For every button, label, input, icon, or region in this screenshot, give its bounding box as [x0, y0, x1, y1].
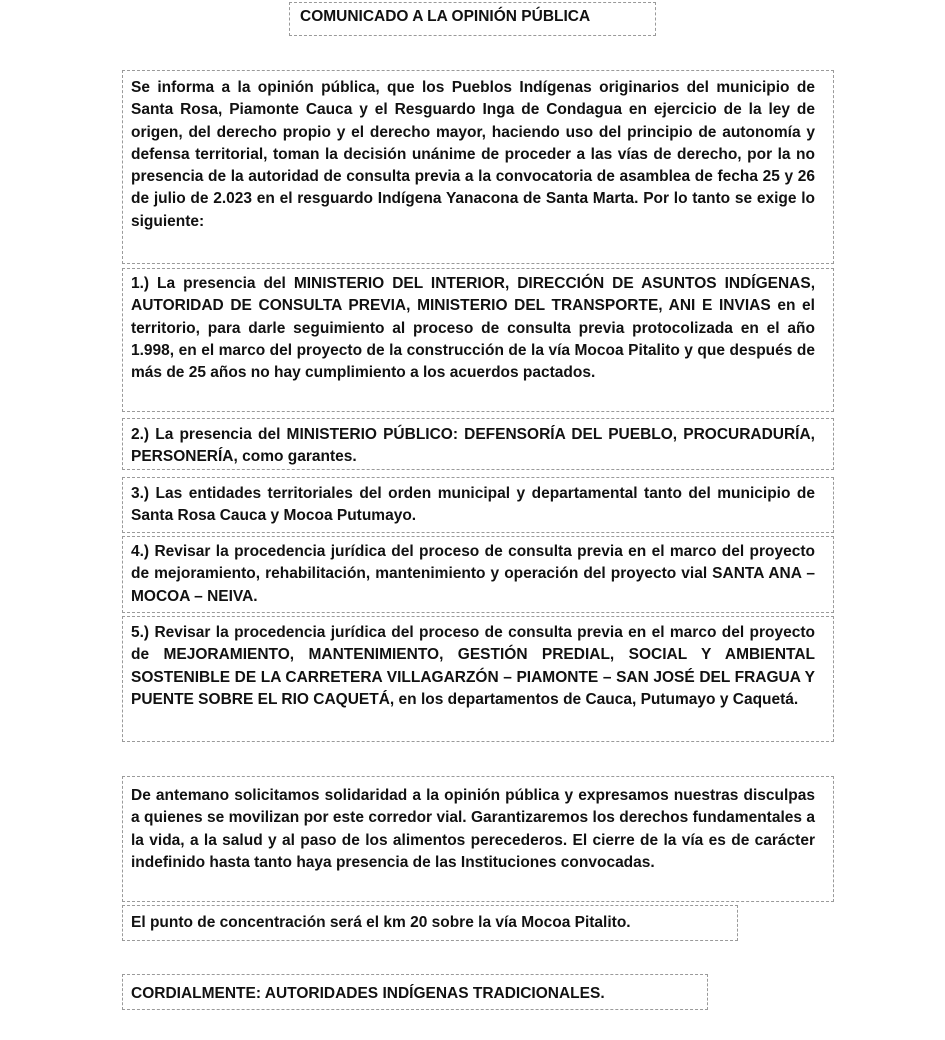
concentration-point: El punto de concentración será el km 20 sobre la vía Mocoa Pitalito.: [131, 914, 631, 931]
demand-item-4: 4.) Revisar la procedencia jurídica del proceso de consulta previa en el marco del proyecto de mejoramiento, rehabilitación, mantenimiento y operación del proyecto vial SANTA ANA – MOCOA – NEIVA.: [131, 543, 815, 605]
intro-paragraph: Se informa a la opinión pública, que los Pueblos Indígenas originarios del municipio de Santa Rosa, Piamonte Cauca y el Resguardo Inga de Condagua en ejercicio de la ley de origen, del derecho propio y el derecho mayor, haciendo uso del principio de autonomía y defensa territorial, toman la decisión unánime de proceder a las vías de derecho, por la no presencia de la autoridad de consulta previa a la convocatoria de asamblea de fecha 25 y 26 de julio de 2.023 en el resguardo Indígena Yanacona de Santa Marta. Por lo tanto se exige lo siguiente:: [131, 79, 815, 230]
demand-item-5: 5.) Revisar la procedencia jurídica del proceso de consulta previa en el marco del proyecto de MEJORAMIENTO, MANTENIMIENTO, GESTIÓN PREDIAL, SOCIAL Y AMBIENTAL SOSTENIBLE DE LA CARRETERA VILLAGARZÓN – PIAMONTE – SAN JOSÉ DEL FRAGUA Y PUENTE SOBRE EL RIO CAQUETÁ, en los departamentos de Cauca, Putumayo y Caquetá.: [131, 624, 815, 708]
demand-item-2: 2.) La presencia del MINISTERIO PÚBLICO: DEFENSORÍA DEL PUEBLO, PROCURADURÍA, PERSONERÍA, como garantes.: [131, 426, 815, 466]
closing-signature: CORDIALMENTE: AUTORIDADES INDÍGENAS TRADICIONALES.: [131, 985, 605, 1002]
document-title: COMUNICADO A LA OPINIÓN PÚBLICA: [300, 8, 591, 25]
solidarity-paragraph: De antemano solicitamos solidaridad a la opinión pública y expresamos nuestras disculpas a quienes se movilizan por este corredor vial. Garantizaremos los derechos fundamentales a la vida, a la salud y al paso de los alimentos perecederos. El cierre de la vía es de carácter indefinido hasta tanto haya presencia de las Instituciones convocadas.: [131, 787, 815, 871]
demand-item-3: 3.) Las entidades territoriales del orden municipal y departamental tanto del municipio de Santa Rosa Cauca y Mocoa Putumayo.: [131, 485, 815, 525]
demand-item-1: 1.) La presencia del MINISTERIO DEL INTERIOR, DIRECCIÓN DE ASUNTOS INDÍGENAS, AUTORIDAD DE CONSULTA PREVIA, MINISTERIO DEL TRANSPORTE, ANI E INVIAS en el territorio, para darle seguimiento al proceso de consulta previa protocolizada en el año 1.998, en el marco del proyecto de la construcción de la vía Mocoa Pitalito y que después de más de 25 años no hay cumplimiento a los acuerdos pactados.: [131, 275, 815, 382]
